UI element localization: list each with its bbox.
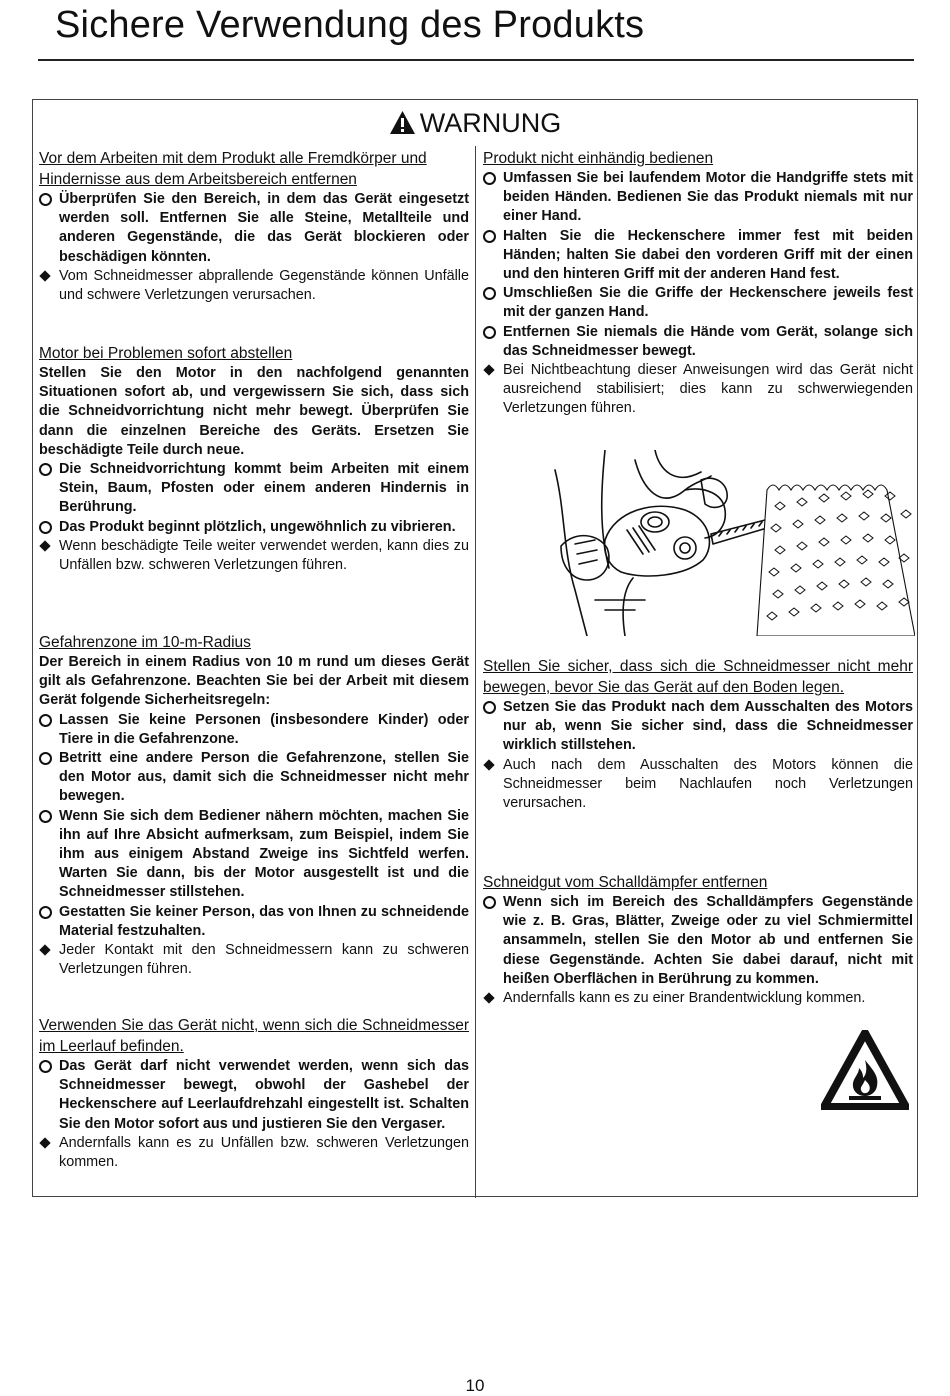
- list-item: Betritt eine andere Person die Gefahrenzone, stellen Sie den Motor aus, damit sich die Schneidmesser nicht mehr bewegen.: [39, 749, 469, 807]
- fire-hazard-icon: [821, 1030, 909, 1110]
- diamond-bullet-icon: [483, 759, 494, 770]
- page-number: 10: [465, 1376, 485, 1395]
- list-item: Vom Schneidmesser abprallende Gegenstände können Unfälle und schwere Verletzungen verursachen.: [39, 267, 469, 305]
- circle-bullet-icon: [483, 326, 496, 339]
- section-heading: Vor dem Arbeiten mit dem Produkt alle Fremdkörper und Hindernisse aus dem Arbeitsbereich entfernen: [39, 150, 427, 188]
- diamond-bullet-icon: [483, 364, 494, 375]
- circle-bullet-icon: [39, 463, 52, 476]
- section-blades-stopped: [483, 656, 913, 813]
- diamond-bullet-icon: [39, 540, 50, 551]
- diamond-bullet-icon: [39, 944, 50, 955]
- circle-bullet-icon: [483, 172, 496, 185]
- column-divider: [475, 146, 476, 1198]
- title-divider: [38, 59, 914, 61]
- section-heading: Produkt nicht einhändig bedienen: [483, 150, 714, 167]
- warning-triangle-icon: [389, 110, 416, 142]
- list-item: Jeder Kontakt mit den Schneidmessern kann zu schweren Verletzungen führen.: [39, 941, 469, 979]
- diamond-bullet-icon: [39, 1137, 50, 1148]
- hedge-trimmer-illustration: [535, 450, 915, 636]
- list-item: Wenn beschädigte Teile weiter verwendet werden, kann dies zu Unfällen bzw. schweren Verletzungen führen.: [39, 537, 469, 575]
- circle-bullet-icon: [483, 230, 496, 243]
- diamond-bullet-icon: [39, 270, 50, 281]
- section-intro: Der Bereich in einem Radius von 10 m rund um dieses Gerät gilt als Gefahrenzone. Beachten Sie bei der Arbeit mit diesem Gerät folgende Sicherheitsregeln:: [39, 654, 469, 709]
- warning-header: [0, 108, 950, 142]
- section-stop-engine: [39, 343, 469, 575]
- list-item: Umfassen Sie bei laufendem Motor die Handgriffe stets mit beiden Händen. Bedienen Sie das Produkt niemals mit nur einer Hand.: [483, 169, 913, 227]
- list-item: Andernfalls kann es zu Unfällen bzw. schweren Verletzungen kommen.: [39, 1134, 469, 1172]
- list-item: Wenn Sie sich dem Bediener nähern möchten, machen Sie ihn auf Ihre Absicht aufmerksam, zum Beispiel, indem Sie ihm aus einigem Abstand Zweige ins Sichtfeld werfen. Warten Sie dann, bis der Motor ausgestellt ist und die Schneidmesser stillstehen.: [39, 807, 469, 903]
- circle-bullet-icon: [483, 701, 496, 714]
- section-danger-zone: [39, 632, 469, 979]
- list-item: Die Schneidvorrichtung kommt beim Arbeiten mit einem Stein, Baum, Pfosten oder einem anderen Hindernis in Berührung.: [39, 460, 469, 518]
- list-item: Umschließen Sie die Griffe der Heckenschere jeweils fest mit der ganzen Hand.: [483, 284, 913, 322]
- section-muffler: [483, 872, 913, 1008]
- page-title: Sichere Verwendung des Produkts: [55, 4, 645, 46]
- list-item: Das Produkt beginnt plötzlich, ungewöhnlich zu vibrieren.: [39, 518, 469, 537]
- circle-bullet-icon: [483, 896, 496, 909]
- diamond-bullet-icon: [483, 992, 494, 1003]
- circle-bullet-icon: [483, 287, 496, 300]
- circle-bullet-icon: [39, 810, 52, 823]
- circle-bullet-icon: [39, 193, 52, 206]
- section-heading: Gefahrenzone im 10-m-Radius: [39, 634, 251, 651]
- circle-bullet-icon: [39, 906, 52, 919]
- list-item: Überprüfen Sie den Bereich, in dem das Gerät eingesetzt werden soll. Entfernen Sie alle Steine, Metallteile und anderen Gegenstände, die das Gerät blockieren oder beschädigen könnten.: [39, 190, 469, 267]
- section-heading: Stellen Sie sicher, dass sich die Schneidmesser nicht mehr bewegen, bevor Sie das Gerät auf den Boden legen.: [483, 658, 913, 696]
- list-item: Setzen Sie das Produkt nach dem Ausschalten des Motors nur ab, wenn Sie sicher sind, dass die Schneidmesser wirklich stillstehen.: [483, 698, 913, 756]
- list-item: Andernfalls kann es zu einer Brandentwicklung kommen.: [483, 989, 913, 1008]
- warning-label: WARNUNG: [419, 108, 562, 138]
- list-item: Bei Nichtbeachtung dieser Anweisungen wird das Gerät nicht ausreichend stabilisiert; dies kann zu schwerwiegenden Verletzungen führen.: [483, 361, 913, 419]
- list-item: Halten Sie die Heckenschere immer fest mit beiden Händen; halten Sie dabei den vorderen Griff mit der einen und den hinteren Griff mit der anderen Hand fest.: [483, 227, 913, 285]
- circle-bullet-icon: [39, 521, 52, 534]
- list-item: Entfernen Sie niemals die Hände vom Gerät, solange sich das Schneidmesser bewegt.: [483, 323, 913, 361]
- section-heading: Schneidgut vom Schalldämpfer entfernen: [483, 874, 768, 891]
- section-remove-obstacles: [39, 148, 469, 305]
- list-item: Wenn sich im Bereich des Schalldämpfers Gegenstände wie z. B. Gras, Blätter, Zweige oder zu viel Schmiermittel ansammeln, stellen Sie den Motor ab und entfernen Sie diese Gegenstände. Achten Sie dabei darauf, nicht mit heißen Oberflächen in Berührung zu kommen.: [483, 893, 913, 989]
- list-item: Auch nach dem Ausschalten des Motors können die Schneidmesser beim Nachlaufen noch Verletzungen verursachen.: [483, 756, 913, 814]
- section-heading: Verwenden Sie das Gerät nicht, wenn sich die Schneidmesser im Leerlauf befinden.: [39, 1017, 469, 1055]
- list-item: Lassen Sie keine Personen (insbesondere Kinder) oder Tiere in die Gefahrenzone.: [39, 711, 469, 749]
- list-item: Gestatten Sie keiner Person, das von Ihnen zu schneidende Material festzuhalten.: [39, 903, 469, 941]
- circle-bullet-icon: [39, 1060, 52, 1073]
- section-idle-blades: [39, 1015, 469, 1172]
- list-item: Das Gerät darf nicht verwendet werden, wenn sich das Schneidmesser bewegt, obwohl der Gashebel der Heckenschere auf Leerlaufdrehzahl eingestellt ist. Schalten Sie den Motor sofort aus und justieren Sie den Vergaser.: [39, 1057, 469, 1134]
- section-heading: Motor bei Problemen sofort abstellen: [39, 345, 293, 362]
- circle-bullet-icon: [39, 752, 52, 765]
- section-intro: Stellen Sie den Motor in den nachfolgend genannten Situationen sofort ab, und vergewissern Sie sich, dass sich die Schneidvorrichtung nicht mehr bewegt. Überprüfen Sie dann die einzelnen Bereiche des Geräts. Ersetzen Sie beschädigte Teile durch neue.: [39, 365, 469, 458]
- circle-bullet-icon: [39, 714, 52, 727]
- section-two-hands: [483, 148, 913, 419]
